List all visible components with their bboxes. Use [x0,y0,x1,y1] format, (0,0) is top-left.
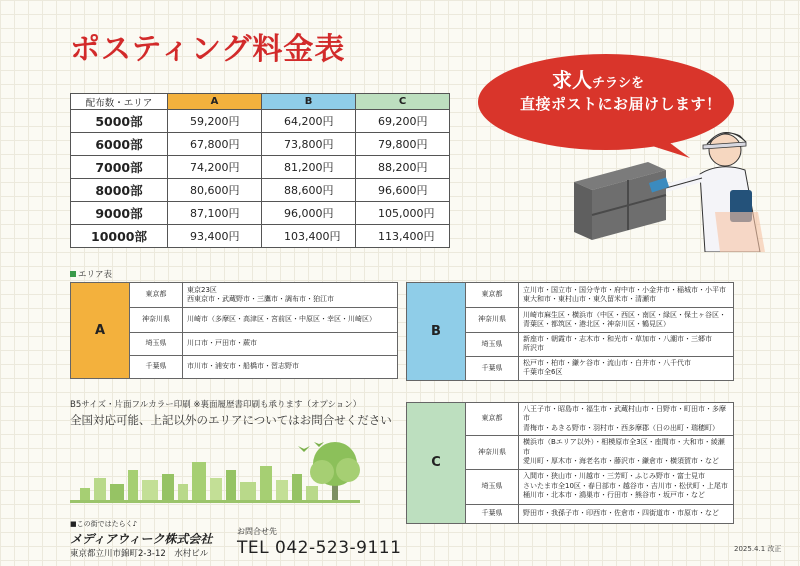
cities-cell: 新座市・朝霞市・志木市・和光市・草加市・八潮市・三郷市 所沢市 [519,333,734,357]
prefecture-cell: 千葉県 [130,356,183,379]
area-section-label-text: エリア表 [78,270,113,280]
cities-cell: 松戸市・柏市・鎌ケ谷市・流山市・白井市・八千代市 千葉市全6区 [519,356,734,380]
price-row [71,179,450,202]
price-c-cell: 79,800円 [356,133,450,156]
company-tagline: ■この街ではたらく♪ [70,520,138,528]
quantity-cell: 5000部 [71,110,168,133]
town-illustration [70,440,390,506]
page-title: ポスティング料金表 [70,32,346,67]
price-c-cell: 105,000円 [356,202,450,225]
print-size-note: B5サイズ・片面フルカラー印刷 ※裏面履歴書印刷も承ります（オプション） [70,400,362,410]
price-table-header [71,94,450,110]
price-table [70,93,450,248]
label-square-icon [70,271,76,277]
area-row [71,283,398,308]
cities-cell: 横浜市（Bエリア以外）・相模原市全3区・座間市・大和市・綾瀬市 愛川町・厚木市・海老名市・藤沢市・鎌倉市・横須賀市・など [519,436,734,469]
price-c-cell: 96,600円 [356,179,450,202]
price-a-cell: 80,600円 [168,179,262,202]
cities-cell: 川崎市麻生区・横浜市（中区・西区・南区・緑区・保土ヶ谷区・ 青葉区・都筑区・港北区・神奈川区・鶴見区） [519,308,734,333]
price-row [71,202,450,225]
prefecture-cell: 埼玉県 [466,333,519,357]
revision-date: 2025.4.1 改正 [734,545,782,553]
cities-cell: 立川市・国立市・国分寺市・府中市・小金井市・稲城市・小平市 東大和市・東村山市・東久留米市・清瀬市 [519,283,734,308]
prefecture-cell: 神奈川県 [130,308,183,333]
header-area-b: B [262,94,356,110]
area-letter-cell: A [71,283,130,379]
area-b-table [406,282,734,381]
bubble-subheading: 直接ポストにお届けします！ [520,95,722,113]
price-c-cell: 113,400円 [356,225,450,248]
prefecture-cell: 埼玉県 [130,333,183,356]
cities-cell: 川崎市（多摩区・高津区・宮前区・中原区・幸区・川崎区） [183,308,398,333]
price-a-cell: 59,200円 [168,110,262,133]
prefecture-cell: 千葉県 [466,504,519,523]
price-b-cell: 96,000円 [262,202,356,225]
price-row [71,156,450,179]
price-c-cell: 69,200円 [356,110,450,133]
header-area-c: C [356,94,450,110]
contact-label: お問合せ先 [237,527,277,536]
cities-cell: 東京23区 西東京市・武蔵野市・三鷹市・調布市・狛江市 [183,283,398,308]
prefecture-cell: 東京都 [466,403,519,436]
quantity-cell: 8000部 [71,179,168,202]
price-b-cell: 88,600円 [262,179,356,202]
price-b-cell: 103,400円 [262,225,356,248]
bubble-heading-big: 求人 [552,68,592,92]
price-a-cell: 74,200円 [168,156,262,179]
phone-number[interactable]: TEL 042-523-9111 [237,538,402,558]
price-a-cell: 93,400円 [168,225,262,248]
company-name: メディアウィーク株式会社 [70,532,213,546]
bubble-heading [552,64,644,93]
cities-cell: 野田市・我孫子市・印西市・佐倉市・四街道市・市原市・など [519,504,734,523]
postwoman-illustration [570,112,770,252]
area-letter-cell: B [407,283,466,381]
area-row [407,403,734,436]
cities-cell: 市川市・浦安市・船橋市・習志野市 [183,356,398,379]
prefecture-cell: 千葉県 [466,356,519,380]
price-row [71,225,450,248]
mailbox-illustration [574,162,666,240]
prefecture-cell: 神奈川県 [466,436,519,469]
bubble-heading-small: チラシを [592,76,645,91]
quantity-cell: 10000部 [71,225,168,248]
area-c-table [406,402,734,524]
price-row [71,110,450,133]
quantity-cell: 7000部 [71,156,168,179]
area-letter-cell: C [407,403,466,524]
quantity-cell: 9000部 [71,202,168,225]
prefecture-cell: 東京都 [466,283,519,308]
quantity-cell: 6000部 [71,133,168,156]
price-b-cell: 64,200円 [262,110,356,133]
cities-cell: 川口市・戸田市・蕨市 [183,333,398,356]
price-a-cell: 67,800円 [168,133,262,156]
prefecture-cell: 埼玉県 [466,469,519,504]
cities-cell: 入間市・狭山市・川越市・三芳町・ふじみ野市・富士見市 さいたま市全10区・春日部市・越谷市・吉川市・松伏町・上尾市 桶川市・北本市・鴻巣市・行田市・熊谷市・坂戸市・など [519,469,734,504]
area-row [407,283,734,308]
company-address: 東京都立川市錦町2-3-12 水村ビル [70,549,209,559]
price-b-cell: 73,800円 [262,133,356,156]
prefecture-cell: 東京都 [130,283,183,308]
price-row [71,133,450,156]
nationwide-note: 全国対応可能、上記以外のエリアについてはお問合せください [70,413,392,427]
price-a-cell: 87,100円 [168,202,262,225]
header-corner: 配布数・エリア [71,94,168,110]
cities-cell: 八王子市・昭島市・福生市・武蔵村山市・日野市・町田市・多摩市 青梅市・あきる野市・羽村市・西多摩郡（日の出町・瑞穂町） [519,403,734,436]
price-c-cell: 88,200円 [356,156,450,179]
header-area-a: A [168,94,262,110]
area-a-table [70,282,398,379]
woman-illustration [649,132,765,252]
prefecture-cell: 神奈川県 [466,308,519,333]
area-section-label [70,268,112,280]
price-b-cell: 81,200円 [262,156,356,179]
